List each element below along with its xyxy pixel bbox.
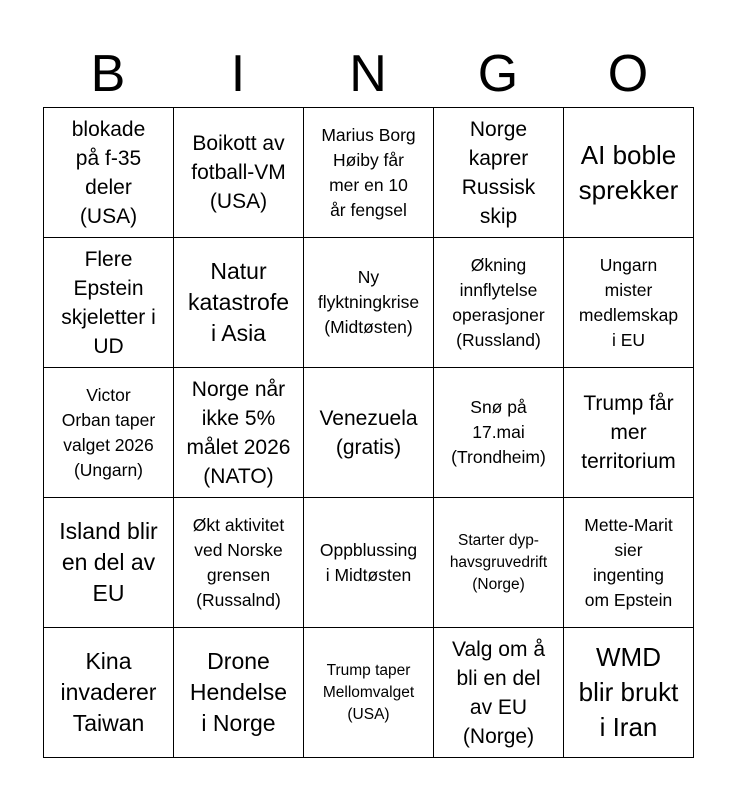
bingo-cell[interactable]: [44, 628, 174, 758]
cell-text: Valg om å bli en del av EU (Norge): [452, 637, 545, 748]
cell-text: blokade på f-35 deler (USA): [71, 117, 146, 228]
header-letter-n: N: [349, 45, 387, 103]
bingo-cell[interactable]: [564, 238, 694, 368]
bingo-cell[interactable]: [174, 368, 304, 498]
cell-text: Flere Epstein skjeletter i UD: [61, 247, 156, 358]
bingo-cell[interactable]: [434, 238, 564, 368]
bingo-cell[interactable]: [564, 108, 694, 238]
cell-text: Økning innflytelse operasjoner (Russland): [452, 254, 545, 350]
header-letter-b: B: [90, 45, 126, 103]
cell-text: Oppblussing i Midtøsten: [319, 539, 418, 585]
cell-text: Starter dyp- havsgruvedrift (Norge): [449, 531, 548, 593]
bingo-cell[interactable]: [434, 628, 564, 758]
header-letter-i: I: [230, 45, 246, 103]
bingo-board: [43, 107, 694, 758]
cell-text: WMD blir brukt i Iran: [578, 642, 679, 742]
bingo-cell[interactable]: [174, 498, 304, 628]
header-letter-o: O: [607, 45, 649, 103]
cell-text: Snø på 17.mai (Trondheim): [451, 397, 546, 467]
bingo-cell[interactable]: [304, 498, 434, 628]
bingo-cell[interactable]: [304, 238, 434, 368]
cell-text: Trump taper Mellomvalget (USA): [322, 661, 415, 723]
cell-text: Boikott av fotball-VM (USA): [191, 132, 286, 213]
bingo-cell[interactable]: [434, 368, 564, 498]
cell-text: Venezuela (gratis): [319, 406, 418, 459]
bingo-header: [43, 42, 693, 106]
header-letter-g: G: [477, 45, 519, 103]
cell-text: Norge kaprer Russisk skip: [461, 117, 536, 228]
bingo-cell[interactable]: [564, 368, 694, 498]
bingo-cell[interactable]: [44, 238, 174, 368]
bingo-cell[interactable]: [44, 108, 174, 238]
cell-text: Trump får mer territorium: [581, 392, 676, 473]
bingo-cell[interactable]: [174, 108, 304, 238]
bingo-cell[interactable]: [174, 238, 304, 368]
cell-text: Økt aktivitet ved Norske grensen (Russalnd): [192, 514, 285, 610]
bingo-cell[interactable]: [304, 628, 434, 758]
bingo-cell[interactable]: [44, 498, 174, 628]
bingo-cell[interactable]: [564, 628, 694, 758]
cell-text: Kina invaderer Taiwan: [60, 648, 157, 736]
cell-text: Island blir en del av EU: [59, 518, 158, 606]
cell-text: AI boble sprekker: [578, 139, 679, 205]
cell-text: Drone Hendelse i Norge: [189, 648, 288, 736]
bingo-cell[interactable]: [44, 368, 174, 498]
bingo-cell[interactable]: [434, 108, 564, 238]
cell-text: Natur katastrofe i Asia: [188, 258, 289, 346]
bingo-cell[interactable]: [304, 108, 434, 238]
bingo-cell[interactable]: [564, 498, 694, 628]
cell-text: Marius Borg Høiby får mer en 10 år fengsel: [321, 124, 416, 220]
cell-text: Victor Orban taper valget 2026 (Ungarn): [61, 384, 156, 480]
bingo-cell[interactable]: [174, 628, 304, 758]
bingo-cell[interactable]: [304, 368, 434, 498]
cell-text: Ny flyktningkrise (Midtøsten): [317, 267, 420, 337]
cell-text: Norge når ikke 5% målet 2026 (NATO): [186, 377, 291, 488]
cell-text: Ungarn mister medlemskap i EU: [578, 254, 679, 350]
cell-text: Mette-Marit sier ingenting om Epstein: [584, 514, 673, 610]
bingo-cell[interactable]: [434, 498, 564, 628]
